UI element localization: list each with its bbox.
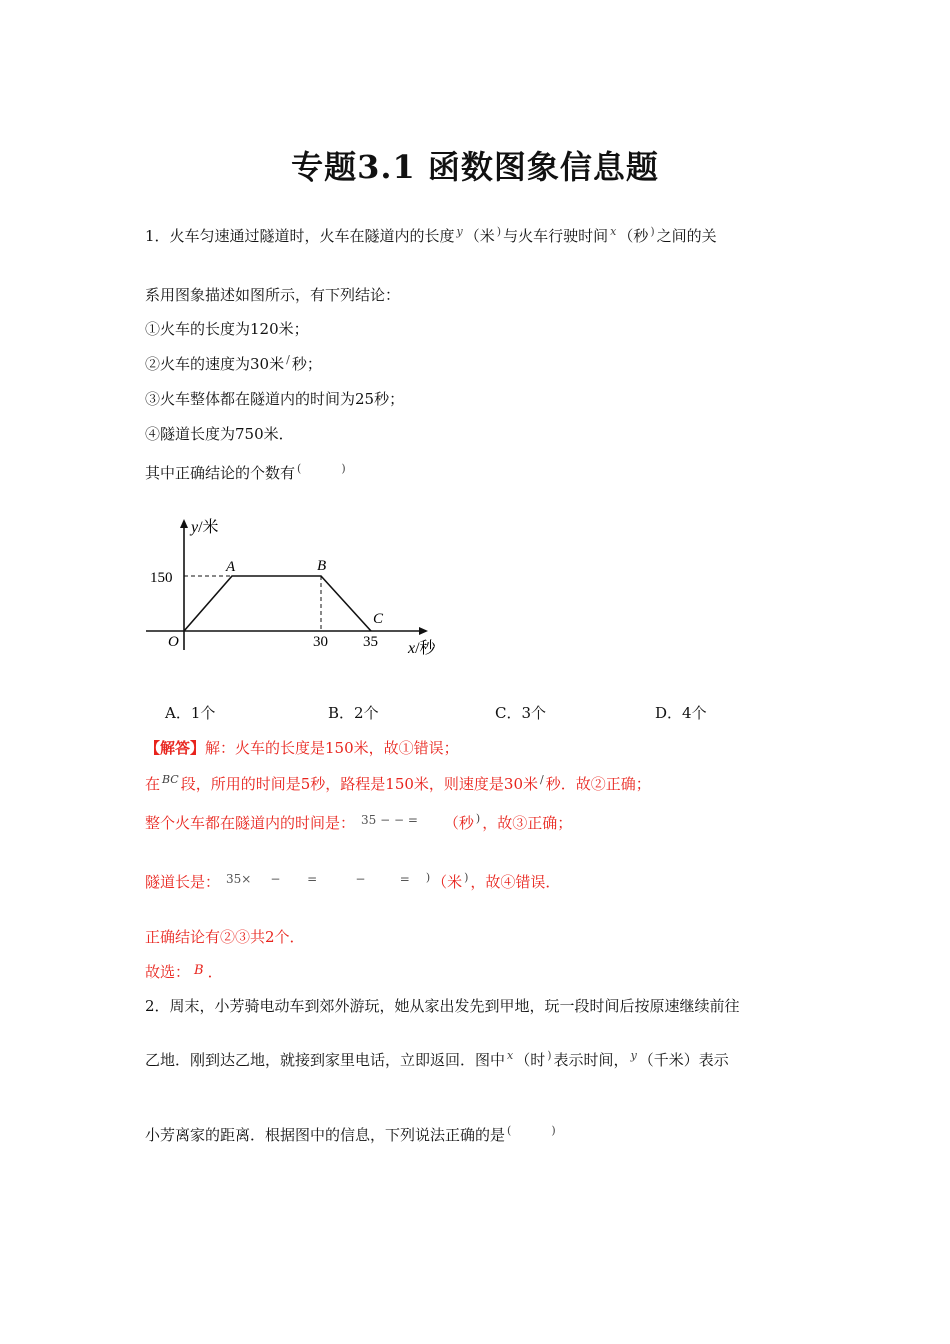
q2-line3: 小芳离家的距离．根据图中的信息，下列说法正确的是 ( ) [145, 1124, 556, 1144]
tick-label-35: 35 [363, 634, 378, 650]
answer-line-1: 【解答】解：火车的长度是150米，故①错误； [145, 739, 459, 757]
q1-conclusion-1: ①火车的长度为120米； [145, 320, 309, 338]
var-y: y [456, 225, 463, 238]
option-c[interactable]: C．3个 [495, 704, 547, 722]
q2-line2: 乙地．刚到达乙地，就接到家里电话，立即返回．图中 $^x$ （时 ) 表示时间， $^y$ （千米）表示 [145, 1049, 729, 1069]
answer-line-5: 正确结论有②③共2个． [145, 928, 305, 946]
function-graph [140, 510, 450, 660]
q1-conclusion-3: ③火车整体都在隧道内的时间为25秒； [145, 390, 405, 408]
tick-label-30: 30 [313, 634, 328, 650]
point-label-A: A [226, 559, 236, 575]
q1-ask: 其中正确结论的个数有 ( ) [145, 462, 346, 482]
option-b[interactable]: B．2个 [328, 704, 379, 722]
q1-line2: 系用图象描述如图所示，有下列结论： [145, 286, 401, 304]
tick-label-150: 150 [150, 570, 173, 586]
y-axis-arrow [180, 519, 188, 528]
origin-label: O [168, 634, 179, 650]
q2-line1: 2．周末，小芳骑电动车到郊外游玩，她从家出发先到甲地，玩一段时间后按原速继续前往 [145, 997, 740, 1015]
answer-tag: 【解答】 [145, 739, 206, 757]
formula-2: 35× − = − = [226, 872, 410, 886]
var-x: x [610, 225, 617, 238]
page-title: 专题3.1 函数图象信息题 [291, 148, 659, 186]
formula-1: 35 − − = [361, 813, 418, 827]
option-d[interactable]: D．4个 [655, 704, 707, 722]
y-axis-label: y/米 [191, 519, 219, 536]
point-label-B: B [317, 558, 327, 574]
answer-line-2: 在 $^{BC}$ 段，所用的时间是5秒，路程是150米，则速度是30米 / 秒．故②正确； [145, 773, 651, 793]
x-axis-label: x/秒 [408, 640, 436, 657]
q1-line1: 1．火车匀速通过隧道时，火车在隧道内的长度 $^y$ （米 ) 与火车行驶时间 $^x$ （秒 ) 之间的关 [145, 225, 717, 245]
answer-line-3: 整个火车都在隧道内的时间是： $^{35 - - =}$ （秒 ) ，故③正确； [145, 812, 573, 832]
graph-line [184, 576, 371, 631]
q1-conclusion-2: ②火车的速度为30米 / 秒； [145, 353, 322, 373]
q1-conclusion-4: ④隧道长度为750米． [145, 425, 294, 443]
point-label-C: C [373, 611, 384, 627]
answer-line-4: 隧道长是： $^{35\times - = - =}$ ) （米 ) ，故④错误． [145, 871, 561, 891]
answer-line-6: 故选： B ． [145, 963, 223, 981]
x-axis-arrow [419, 627, 428, 635]
option-a[interactable]: A．1个 [165, 704, 216, 722]
